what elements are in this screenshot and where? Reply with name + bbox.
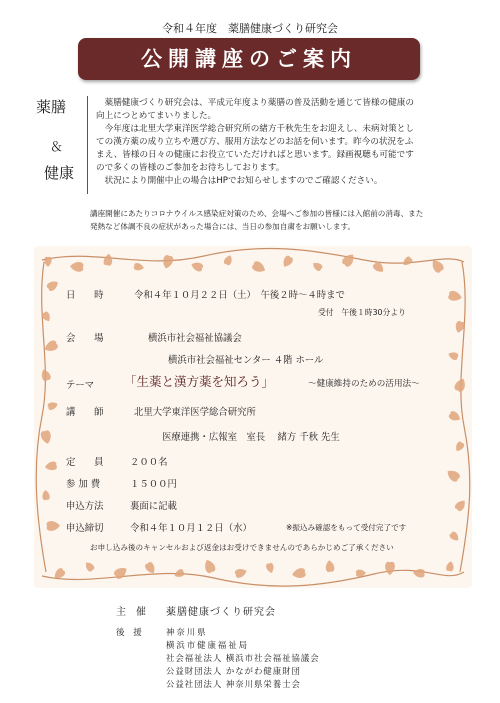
ivy-leaf-decoration (83, 560, 95, 572)
side-label-ampersand: ＆ (50, 140, 64, 155)
ivy-leaf-decoration (234, 567, 248, 579)
ivy-leaf-decoration (44, 257, 51, 267)
intro-line: 状況により開催中止の場合はHPでお知らせしますのでご確認ください。 (96, 176, 383, 186)
ivy-leaf-decoration (447, 350, 459, 360)
side-label-yakuzen: 薬膳 (36, 98, 67, 116)
method-label: 申込方法 (66, 501, 104, 512)
ivy-leaf-decoration (133, 262, 144, 271)
supporter: 横浜市健康福祉局 (166, 640, 249, 650)
capacity-label: 定 員 (66, 457, 104, 468)
fee-label: 参 加 費 (66, 479, 101, 490)
ivy-leaf-decoration (448, 410, 462, 423)
host-label: 主 催 (116, 607, 146, 618)
ivy-leaf-decoration (445, 467, 462, 483)
ivy-leaf-decoration (325, 560, 335, 573)
date-label: 日 時 (66, 290, 104, 301)
support-label: 後 援 (116, 628, 142, 638)
event-subtitle: 令和４年度 薬膳健康づくり研究会 (162, 22, 338, 35)
ivy-leaf-decoration (103, 253, 113, 266)
ivy-leaf-decoration (70, 261, 84, 272)
ivy-leaf-decoration (144, 561, 157, 575)
theme-label: テーマ (66, 380, 95, 391)
venue-value: 横浜市社会福祉協議会 (148, 333, 242, 344)
ivy-leaf-decoration (202, 558, 216, 574)
ivy-leaf-decoration (446, 561, 455, 572)
ivy-leaf-decoration (113, 565, 130, 581)
intro-line: 向上につとめてまいりました。 (96, 111, 217, 121)
ivy-leaf-decoration (311, 260, 323, 272)
venue-value: 横浜市社会福祉センター ４階 ホール (168, 355, 324, 366)
host-name: 薬膳健康づくり研究会 (166, 607, 276, 618)
side-divider (87, 96, 88, 194)
ivy-leaf-decoration (43, 339, 59, 354)
ivy-leaf-decoration (448, 290, 463, 303)
ivy-leaf-decoration (454, 441, 466, 453)
ivy-leaf-decoration (291, 567, 306, 579)
ivy-leaf-decoration (413, 568, 425, 578)
side-label-kenko: 健康 (44, 164, 75, 182)
page-title: 公開講座のご案内 (141, 47, 357, 71)
intro-line: ので多くの皆様のご参加をお待ちしております。 (96, 163, 285, 173)
ivy-leaf-decoration (161, 254, 174, 270)
ivy-leaf-decoration (223, 254, 234, 266)
ivy-leaf-decoration (40, 430, 53, 445)
supporter: 社会福祉法人 横浜市社会福祉協議会 (166, 653, 320, 663)
ivy-leaf-decoration (42, 490, 50, 501)
ivy-leaf-decoration (341, 252, 357, 269)
theme-subtitle: ～健康維持のための活用法～ (308, 379, 420, 389)
supporter: 公益財団法人 かながわ健康財団 (166, 666, 301, 676)
lecturer-affiliation: 北里大学東洋医学総合研究所 (134, 407, 256, 418)
ivy-leaf-decoration (251, 260, 267, 275)
lecturer-label: 講 師 (66, 407, 104, 418)
ivy-leaf-decoration (385, 562, 395, 576)
ivy-leaf-decoration (47, 401, 59, 411)
lecturer-name: 医療連携・広報室 室長 緒方 千秋 先生 (162, 432, 340, 443)
deadline-value: 令和４年１０月１２日（水） (130, 523, 252, 534)
deadline-note: ※振込み確認をもって受付完了です (286, 523, 407, 532)
reception-time: 受付 午後１時30分より (318, 308, 406, 317)
ivy-leaf-decoration (190, 260, 204, 272)
ivy-leaf-decoration (265, 562, 275, 574)
ivy-leaf-decoration (401, 255, 413, 267)
deadline-label: 申込締切 (66, 523, 104, 534)
ivy-leaf-decoration (281, 255, 294, 269)
ivy-leaf-decoration (454, 498, 468, 512)
ivy-leaf-decoration (449, 531, 461, 543)
ivy-leaf-decoration (44, 461, 57, 471)
supporter: 公益社団法人 神奈川県栄養士会 (166, 679, 301, 689)
cancel-notice: お申し込み後のキャンセルおよび返金はお受けできませんのであらかじめご了承ください (90, 543, 394, 552)
venue-label: 会 場 (66, 333, 104, 344)
capacity-value: ２００名 (130, 457, 168, 468)
method-value: 裏面に記載 (130, 501, 177, 512)
intro-line: 今年度は北里大学東洋医学総合研究所の緒方千秋先生をお迎えし、未病対策とし (96, 124, 414, 134)
covid-notice-line: 発熱など体調不良の症状があった場合には、当日の参加自粛をお願いします。 (90, 222, 356, 231)
supporter: 神奈川県 (166, 627, 208, 637)
ivy-leaf-decoration (46, 279, 61, 293)
date-value: 令和４年１０月２２日（土） 午後２時～４時まで (134, 290, 345, 301)
fee-value: １５００円 (130, 479, 177, 490)
ivy-leaf-decoration (46, 521, 60, 531)
intro-line: 薬膳健康づくり研究会は、平成元年度より薬膳の普及活動を通じて皆様の健康の (96, 98, 414, 108)
intro-line: まえ、皆様の日々の健康にお役立ていただければと思います。録画視聴も可能です (96, 150, 414, 160)
intro-line: ての漢方薬の成り立ちや選び方、服用方法などのお話を伺います。昨今の状況をふ (96, 137, 414, 147)
covid-notice-line: 講座開催にあたりコロナウイルス感染症対策のため、会場へご参加の皆様には入館前の消毒、また (90, 209, 424, 218)
theme-title: 「生薬と漢方薬を知ろう」 (124, 374, 275, 389)
